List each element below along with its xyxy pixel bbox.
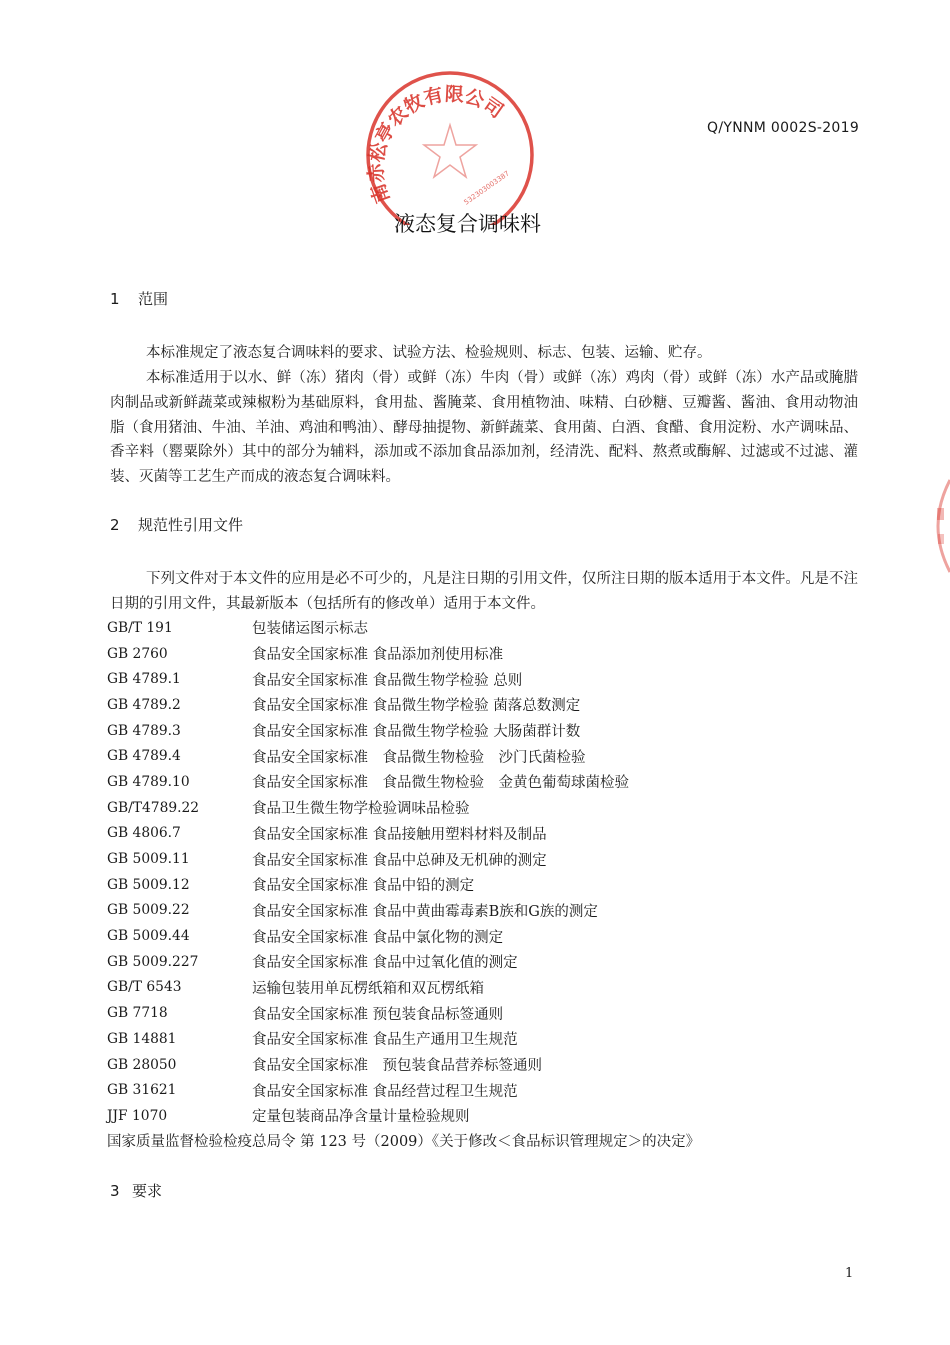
- reference-title: 食品安全国家标准 食品微生物检验 金黄色葡萄球菌检验: [252, 775, 629, 792]
- reference-row: [107, 692, 867, 718]
- reference-title: 食品安全国家标准 预包装食品营养标签通则: [252, 1058, 542, 1075]
- reference-title: 食品安全国家标准 食品生产通用卫生规范: [252, 1032, 518, 1049]
- reference-title: 食品安全国家标准 食品中氯化物的测定: [252, 929, 504, 946]
- reference-title: 食品安全国家标准 食品中铅的测定: [252, 878, 475, 895]
- reference-row: [107, 1052, 867, 1078]
- section-number: 3: [110, 1182, 120, 1200]
- section-title: 范围: [138, 290, 169, 308]
- reference-row: [107, 975, 867, 1001]
- reference-title: 食品安全国家标准 食品经营过程卫生规范: [252, 1083, 518, 1100]
- order-note: 国家质量监督检验检疫总局令 第 123 号（2009）《关于修改＜食品标识管理规定＞的决定》: [107, 1134, 701, 1150]
- reference-row: [107, 1026, 867, 1052]
- seal-star-icon: [424, 125, 476, 177]
- reference-code: GB 4789.1: [107, 671, 181, 688]
- section-number: 2: [110, 516, 120, 534]
- reference-title: 包装储运图示标志: [252, 621, 368, 638]
- section-number: 1: [110, 290, 120, 308]
- reference-code: GB 5009.12: [107, 876, 190, 893]
- reference-title: 食品安全国家标准 预包装食品标签通则: [252, 1006, 504, 1023]
- reference-title: 食品安全国家标准 食品接触用塑料材料及制品: [252, 826, 547, 843]
- reference-code: GB 4789.10: [107, 773, 190, 790]
- reference-row: [107, 641, 867, 667]
- reference-list: [107, 615, 867, 1129]
- reference-row: [107, 1000, 867, 1026]
- reference-row: [107, 949, 867, 975]
- section-title: 规范性引用文件: [138, 516, 244, 534]
- reference-title: 食品安全国家标准 食品微生物检验 沙门氏菌检验: [252, 749, 586, 766]
- reference-code: GB/T4789.22: [107, 799, 200, 816]
- reference-title: 食品安全国家标准 食品微生物学检验 大肠菌群计数: [252, 724, 581, 741]
- reference-code: GB 2760: [107, 645, 168, 662]
- seal-serial: 532303003387: [462, 169, 511, 207]
- reference-row: [107, 898, 867, 924]
- reference-code: GB 28050: [107, 1056, 177, 1073]
- edge-seal-fragment: [920, 478, 950, 574]
- reference-row: [107, 923, 867, 949]
- reference-code: GB 5009.11: [107, 851, 190, 868]
- reference-row: [107, 1103, 867, 1129]
- reference-title: 食品安全国家标准 食品中黄曲霉毒素B族和G族的测定: [252, 903, 598, 920]
- reference-row: [107, 872, 867, 898]
- reference-code: GB 5009.227: [107, 953, 199, 970]
- reference-code: GB/T 6543: [107, 979, 182, 996]
- reference-row: [107, 615, 867, 641]
- section-heading-3: [110, 1180, 162, 1201]
- reference-row: [107, 795, 867, 821]
- reference-code: GB/T 191: [107, 619, 173, 636]
- reference-title: 食品安全国家标准 食品添加剂使用标准: [252, 647, 504, 664]
- reference-title: 定量包装商品净含量计量检验规则: [252, 1109, 470, 1126]
- reference-row: [107, 846, 867, 872]
- reference-row: [107, 1077, 867, 1103]
- reference-code: GB 4789.2: [107, 696, 181, 713]
- reference-code: GB 4806.7: [107, 825, 181, 842]
- reference-title: 食品安全国家标准 食品微生物学检验 总则: [252, 672, 523, 689]
- reference-code: GB 5009.44: [107, 928, 190, 945]
- reference-title: 食品卫生微生物学检验调味品检验: [252, 801, 470, 818]
- reference-row: [107, 743, 867, 769]
- edge-seal-arc: [938, 480, 950, 572]
- standard-code: Q/YNNM 0002S-2019: [707, 120, 860, 136]
- reference-code: GB 4789.4: [107, 748, 181, 765]
- reference-title: 食品安全国家标准 食品中过氧化值的测定: [252, 955, 518, 972]
- company-seal: [348, 55, 553, 225]
- edge-seal-mark: [938, 534, 944, 544]
- seal-company-name: 南赤松亭农牧有限公司: [365, 83, 508, 206]
- reference-code: JJF 1070: [107, 1107, 168, 1124]
- page-number: 1: [845, 1266, 854, 1281]
- reference-row: [107, 666, 867, 692]
- reference-code: GB 7718: [107, 1005, 168, 1022]
- reference-code: GB 4789.3: [107, 722, 181, 739]
- reference-code: GB 31621: [107, 1082, 177, 1099]
- reference-row: [107, 821, 867, 847]
- reference-code: GB 14881: [107, 1030, 177, 1047]
- reference-row: [107, 769, 867, 795]
- section-heading-2: [110, 514, 243, 535]
- reference-title: 食品安全国家标准 食品微生物学检验 菌落总数测定: [252, 698, 581, 715]
- references-intro: 下列文件对于本文件的应用是必不可少的，凡是注日期的引用文件，仅所注日期的版本适用于本文件。凡是不注日期的引用文件，其最新版本（包括所有的修改单）适用于本文件。: [110, 571, 858, 612]
- reference-code: GB 5009.22: [107, 902, 190, 919]
- reference-title: 运输包装用单瓦楞纸箱和双瓦楞纸箱: [252, 980, 484, 997]
- section-title: 要求: [132, 1182, 163, 1200]
- scope-paragraph-2: 本标准适用于以水、鲜（冻）猪肉（骨）或鲜（冻）牛肉（骨）或鲜（冻）鸡肉（骨）或鲜（冻）水产品或腌腊肉制品或新鲜蔬菜或辣椒粉为基础原料，食用盐、酱腌菜、食用植物油、味精、白砂糖、豆瓣酱、酱油、食用动物油脂（食用猪油、牛油、羊油、鸡油和鸭油）、酵母抽提物、新鲜蔬菜、食用菌、白酒、食醋、食用淀粉、水产调味品、香辛料（罂粟除外）其中的部分为辅料，添加或不添加食品添加剂，经清洗、配料、熬煮或酶解、过滤或不过滤、灌装、灭菌等工艺生产而成的液态复合调味料。: [110, 370, 858, 486]
- document-title: 液态复合调味料: [394, 212, 541, 236]
- reference-row: [107, 718, 867, 744]
- scope-paragraph-1: 本标准规定了液态复合调味料的要求、试验方法、检验规则、标志、包装、运输、贮存。: [146, 345, 712, 361]
- edge-seal-mark: [937, 508, 944, 520]
- reference-title: 食品安全国家标准 食品中总砷及无机砷的测定: [252, 852, 547, 869]
- section-heading-1: [110, 288, 168, 309]
